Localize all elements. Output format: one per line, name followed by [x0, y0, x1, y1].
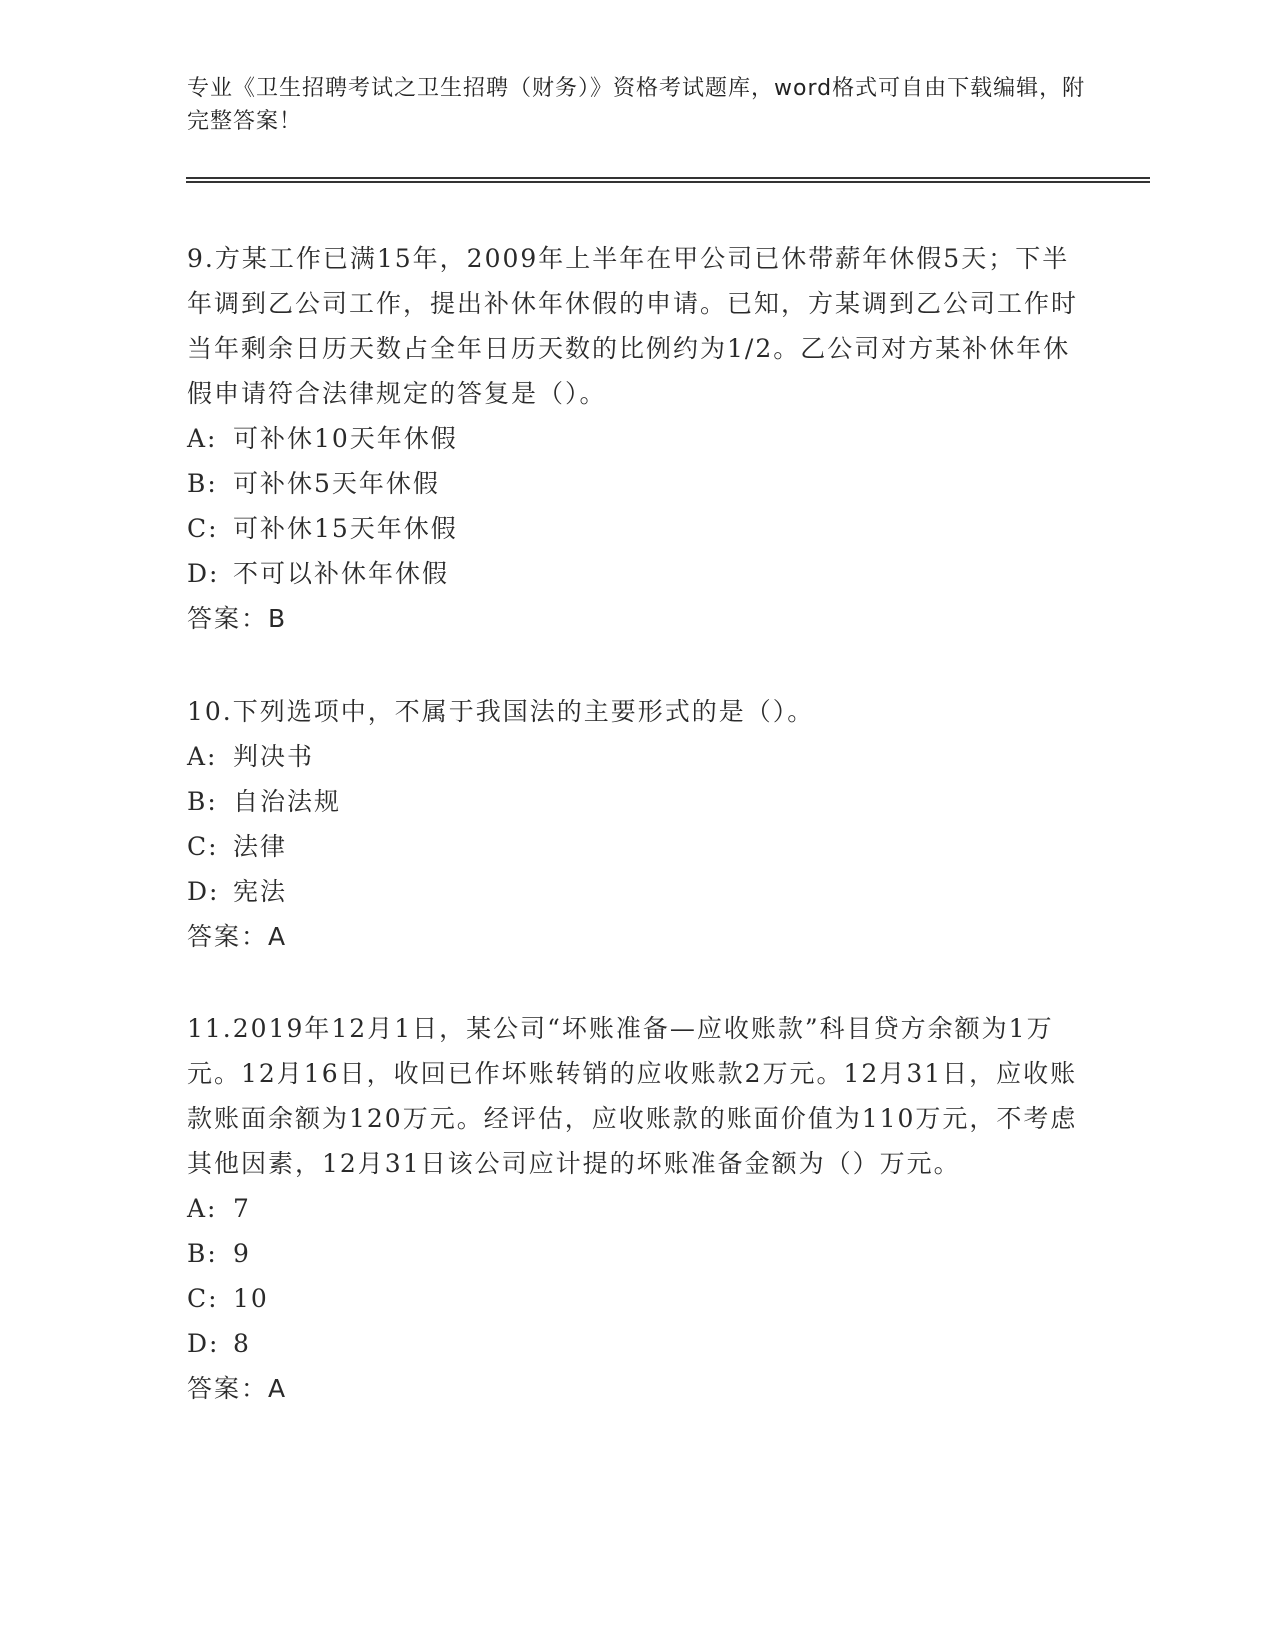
option-letter: D:	[187, 1329, 220, 1358]
option-letter: B:	[187, 469, 218, 498]
option-letter: D:	[187, 877, 220, 906]
answer-line: 答案：A	[187, 1374, 288, 1403]
question-9	[187, 236, 1087, 641]
option-d	[187, 869, 1087, 914]
option-letter: C:	[187, 832, 219, 861]
option-text: 7	[233, 1194, 251, 1223]
option-c	[187, 824, 1087, 869]
answer-line: 答案：A	[187, 922, 288, 951]
option-text: 法律	[233, 832, 288, 861]
option-a	[187, 734, 1087, 779]
option-letter: A:	[187, 742, 218, 771]
option-letter: B:	[187, 1239, 218, 1268]
answer-line: 答案：B	[187, 604, 288, 633]
question-stem: 11.2019年12月1日，某公司“坏账准备—应收账款”科目贷方余额为1万元。12月16日，收回已作坏账转销的应收账款2万元。12月31日，应收账款账面余额为120万元。经评估，应收账款的账面价值为110万元，不考虑其他因素，12月31日该公司应计提的坏账准备金额为（）万元。	[187, 1014, 1078, 1178]
header-title: 专业《卫生招聘考试之卫生招聘（财务）》资格考试题库，word格式可自由下载编辑，附完整答案！	[187, 76, 1086, 134]
option-text: 自治法规	[233, 787, 342, 816]
header-divider	[186, 177, 1150, 183]
option-text: 判决书	[233, 742, 315, 771]
option-b	[187, 779, 1087, 824]
option-c	[187, 1276, 1087, 1321]
document-header	[187, 72, 1087, 138]
option-text: 10	[233, 1284, 269, 1313]
question-stem: 9.方某工作已满15年，2009年上半年在甲公司已休带薪年休假5天；下半年调到乙公司工作，提出补休年休假的申请。已知，方某调到乙公司工作时当年剩余日历天数占全年日历天数的比例约为1/2。乙公司对方某补休年休假申请符合法律规定的答复是（）。	[187, 244, 1079, 408]
option-c	[187, 506, 1087, 551]
option-text: 可补休5天年休假	[233, 469, 440, 498]
option-d	[187, 551, 1087, 596]
option-a	[187, 416, 1087, 461]
option-letter: A:	[187, 424, 218, 453]
option-letter: A:	[187, 1194, 218, 1223]
question-10	[187, 689, 1087, 959]
question-stem: 10.下列选项中，不属于我国法的主要形式的是（）。	[187, 697, 815, 726]
option-text: 宪法	[233, 877, 288, 906]
option-letter: C:	[187, 514, 219, 543]
option-text: 可补休10天年休假	[233, 424, 458, 453]
option-d	[187, 1321, 1087, 1366]
option-text: 不可以补休年休假	[233, 559, 450, 588]
option-b	[187, 1231, 1087, 1276]
option-a	[187, 1186, 1087, 1231]
option-text: 9	[233, 1239, 251, 1268]
option-b	[187, 461, 1087, 506]
option-letter: B:	[187, 787, 218, 816]
option-letter: C:	[187, 1284, 219, 1313]
option-letter: D:	[187, 559, 220, 588]
option-text: 8	[233, 1329, 251, 1358]
question-11	[187, 1006, 1087, 1411]
option-text: 可补休15天年休假	[233, 514, 458, 543]
